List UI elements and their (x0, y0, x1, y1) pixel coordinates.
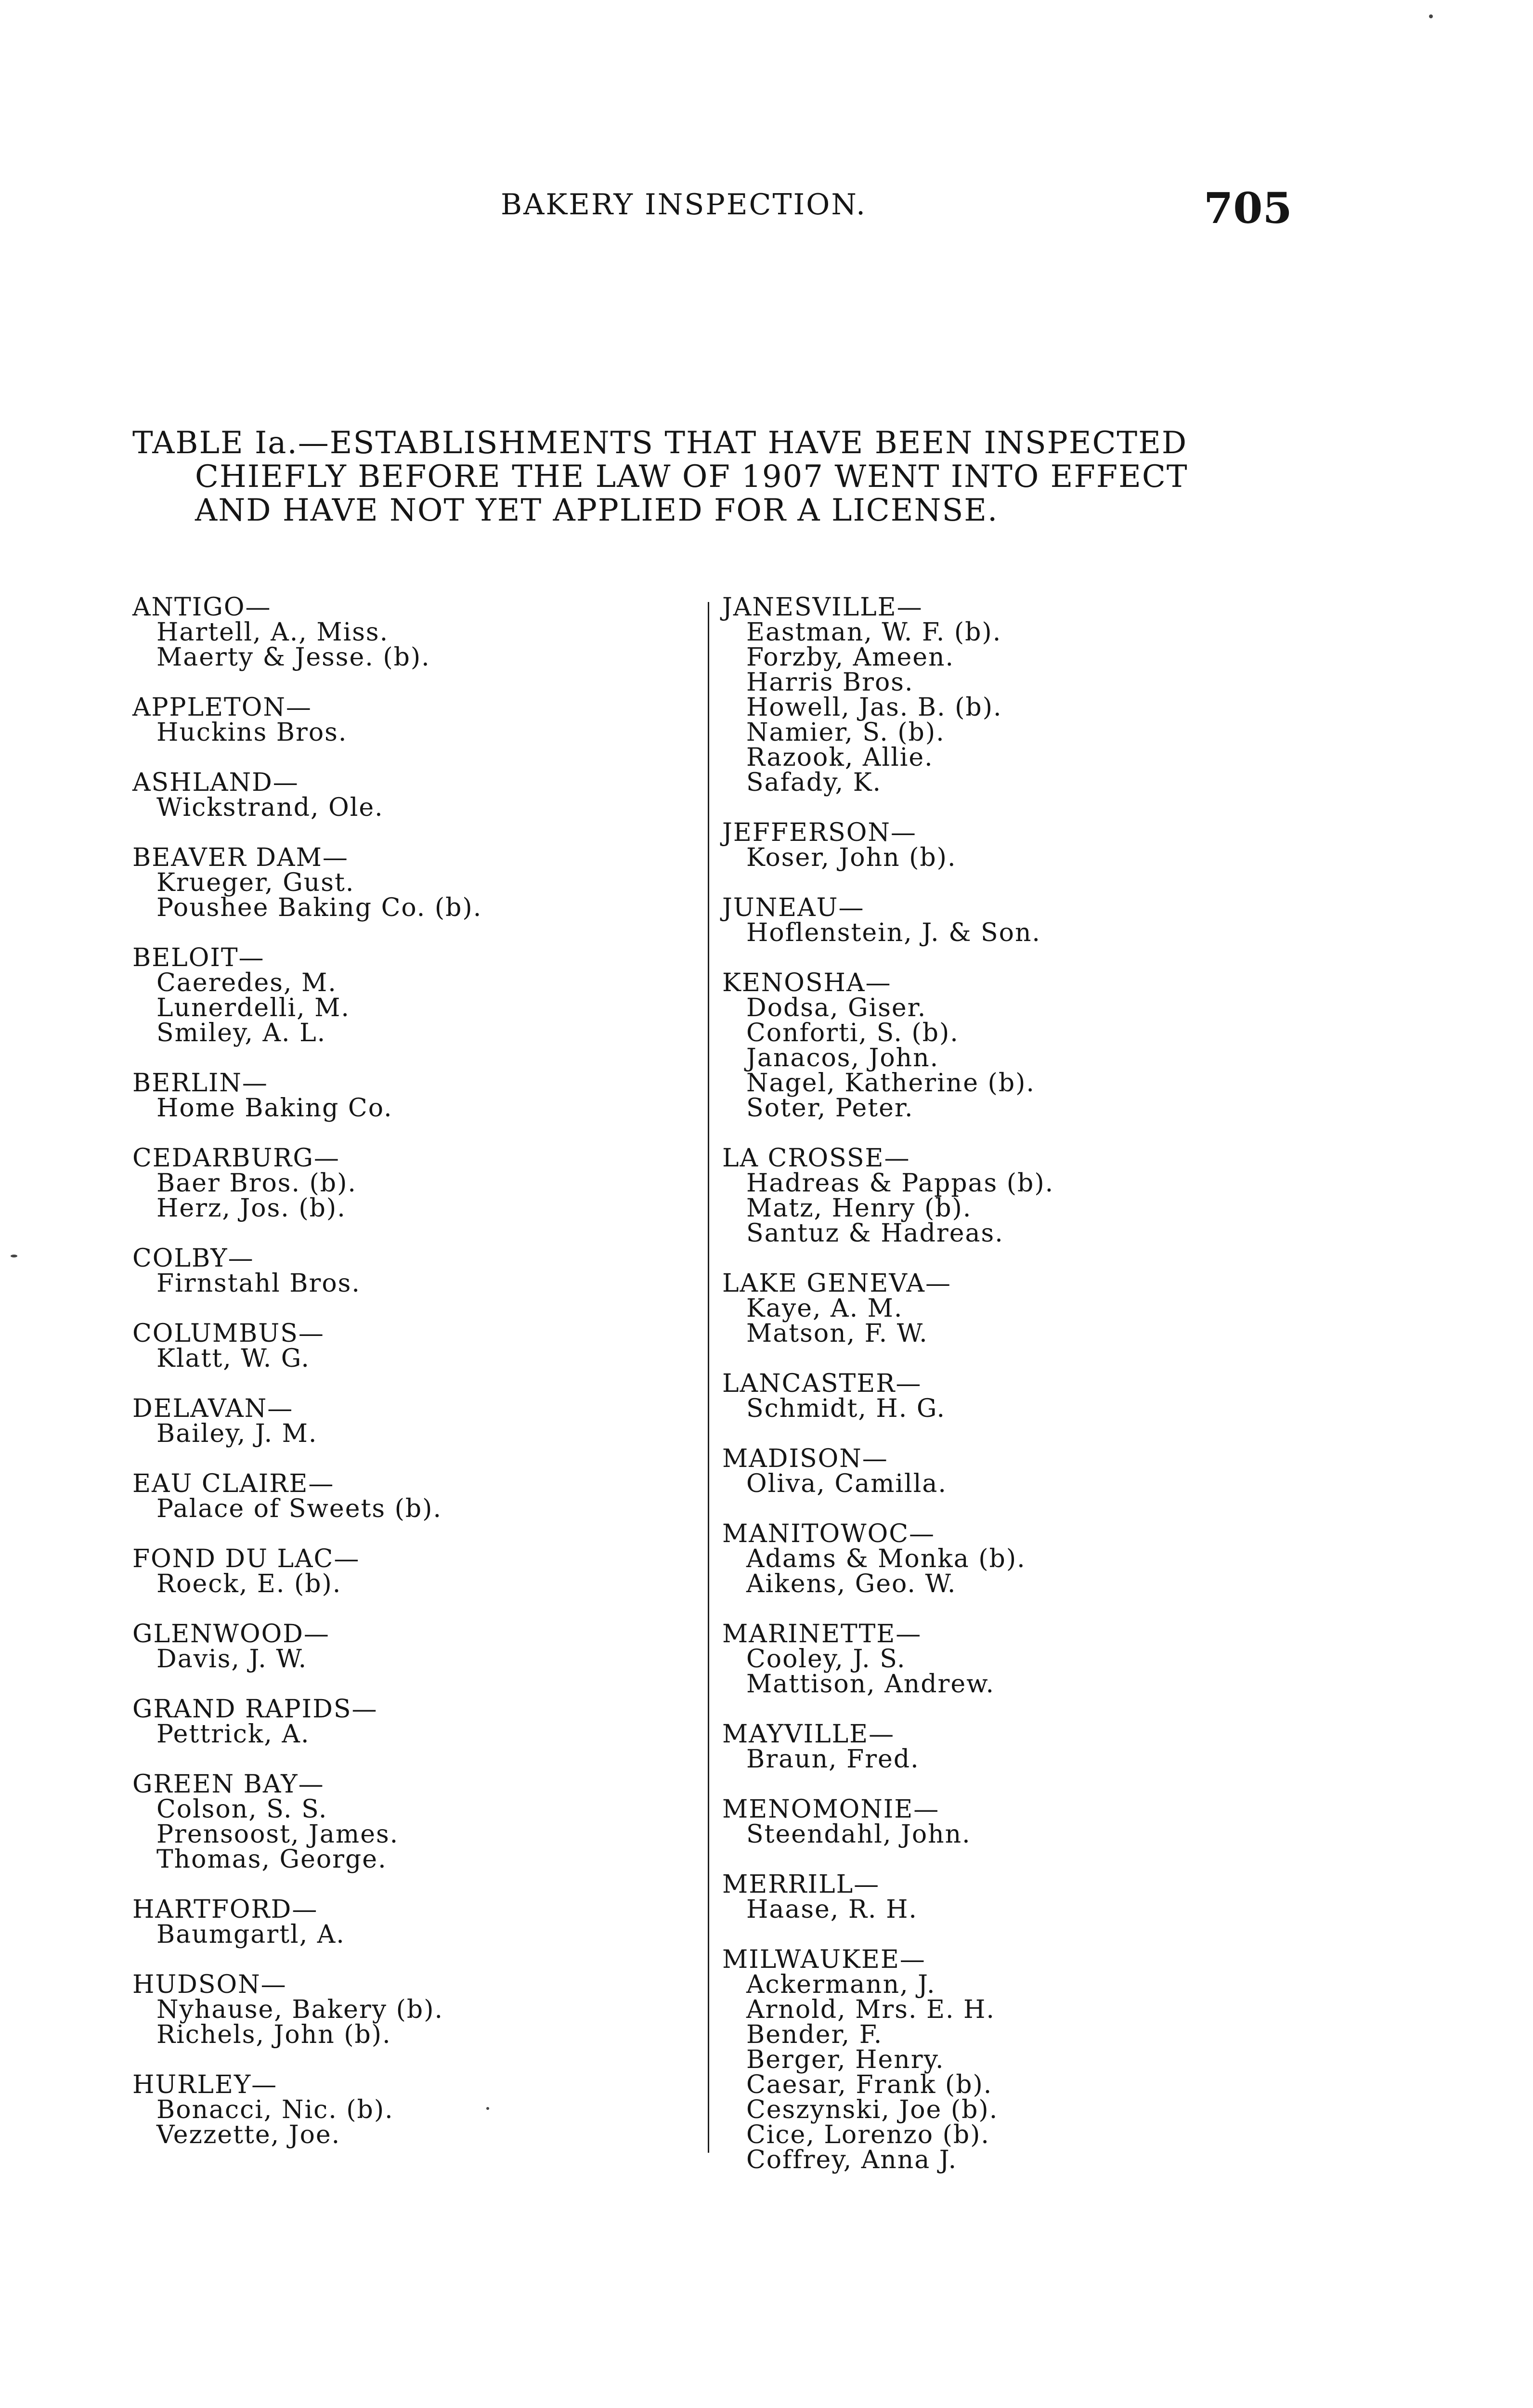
table-title-line: CHIEFLY BEFORE THE LAW OF 1907 WENT INTO EFFECT (195, 459, 1188, 495)
city-entry (132, 1471, 686, 1521)
city-entry (132, 1546, 686, 1597)
city-entry (132, 945, 686, 1046)
establishment-name: Wickstrand, Ole. (156, 793, 384, 822)
establishment-name: Namier, S. (b). (746, 718, 945, 747)
city-entry (132, 770, 686, 820)
city-name: MENOMONIE— (722, 1795, 940, 1824)
city-entry (132, 1071, 686, 1121)
city-entry (722, 1521, 1300, 1597)
establishment-name: Vezzette, Joe. (156, 2120, 341, 2149)
establishment-name: Prensoost, James. (156, 1820, 399, 1849)
establishment-name: Cooley, J. S. (746, 1645, 906, 1674)
city-name: MILWAUKEE— (722, 1945, 926, 1974)
city-name: APPLETON— (132, 693, 312, 722)
establishment-name: Santuz & Hadreas. (746, 1219, 1004, 1248)
establishment-name: Home Baking Co. (156, 1094, 393, 1123)
establishment-name: Hadreas & Pappas (b). (746, 1169, 1054, 1198)
establishment-name: Pettrick, A. (156, 1720, 310, 1749)
establishment-name: Braun, Fred. (746, 1745, 920, 1774)
establishment-name: Aikens, Geo. W. (746, 1570, 957, 1598)
city-name: MANITOWOC— (722, 1519, 935, 1548)
establishment-name: Howell, Jas. B. (b). (746, 693, 1002, 722)
city-entry (132, 1972, 686, 2047)
city-name: BELOIT— (132, 943, 265, 972)
establishment-name: Richels, John (b). (156, 2020, 391, 2049)
establishment-name: Maerty & Jesse. (b). (156, 643, 430, 672)
city-name: BERLIN— (132, 1069, 268, 1098)
city-name: MAYVILLE— (722, 1720, 895, 1749)
city-name: JUNEAU— (722, 893, 865, 922)
city-entry (722, 1271, 1300, 1346)
establishment-name: Caeredes, M. (156, 968, 337, 997)
city-name: ASHLAND— (132, 768, 299, 797)
establishment-name: Ackermann, J. (746, 1970, 936, 1999)
city-name: HARTFORD— (132, 1895, 318, 1924)
city-entry (722, 820, 1300, 870)
city-name: GRAND RAPIDS— (132, 1695, 378, 1724)
establishment-name: Nagel, Katherine (b). (746, 1069, 1035, 1098)
city-name: JANESVILLE— (722, 593, 923, 622)
establishment-name: Forzby, Ameen. (746, 643, 955, 672)
table-title-line: AND HAVE NOT YET APPLIED FOR A LICENSE. (195, 493, 999, 528)
establishment-name: Oliva, Camilla. (746, 1469, 947, 1498)
city-name: FOND DU LAC— (132, 1544, 360, 1573)
establishment-name: Roeck, E. (b). (156, 1570, 342, 1598)
establishment-name: Thomas, George. (156, 1845, 387, 1874)
establishment-name: Coffrey, Anna J. (746, 2146, 958, 2174)
establishment-name: Razook, Allie. (746, 743, 934, 772)
city-entry (722, 1146, 1300, 1246)
city-entry (722, 1371, 1300, 1421)
establishment-name: Schmidt, H. G. (746, 1394, 946, 1423)
city-entry (132, 845, 686, 920)
city-entry (722, 1446, 1300, 1496)
page-number: 705 (1204, 183, 1292, 233)
city-name: LANCASTER— (722, 1369, 922, 1398)
establishment-name: Mattison, Andrew. (746, 1670, 995, 1699)
city-name: CEDARBURG— (132, 1144, 340, 1173)
city-name: COLBY— (132, 1244, 254, 1273)
establishment-name: Herz, Jos. (b). (156, 1194, 346, 1223)
running-head: BAKERY INSPECTION. (501, 188, 867, 222)
table-title (132, 426, 1288, 527)
city-name: MADISON— (722, 1444, 888, 1473)
city-entry (132, 1246, 686, 1296)
city-name: HURLEY— (132, 2070, 278, 2099)
city-entry (132, 1321, 686, 1371)
city-name: JEFFERSON— (722, 818, 917, 847)
city-name: COLUMBUS— (132, 1319, 325, 1348)
establishment-name: Soter, Peter. (746, 1094, 914, 1123)
city-name: DELAVAN— (132, 1394, 294, 1423)
city-entry (132, 595, 686, 670)
establishment-name: Matson, F. W. (746, 1319, 928, 1348)
establishment-name: Smiley, A. L. (156, 1019, 326, 1047)
establishment-name: Matz, Henry (b). (746, 1194, 972, 1223)
city-name: HUDSON— (132, 1970, 287, 1999)
city-name: BEAVER DAM— (132, 843, 349, 872)
establishment-name: Arnold, Mrs. E. H. (746, 1995, 995, 2024)
city-name: GLENWOOD— (132, 1620, 330, 1649)
establishment-name: Harris Bros. (746, 668, 914, 697)
print-speck (486, 2107, 489, 2110)
establishment-name: Eastman, W. F. (b). (746, 618, 1002, 647)
establishment-name: Kaye, A. M. (746, 1294, 903, 1323)
establishment-name: Poushee Baking Co. (b). (156, 893, 482, 922)
city-entry (722, 1622, 1300, 1697)
establishment-name: Firnstahl Bros. (156, 1269, 361, 1298)
city-name: MARINETTE— (722, 1620, 922, 1649)
establishment-name: Janacos, John. (746, 1044, 939, 1073)
city-entry (132, 695, 686, 745)
table-title-line: TABLE Ia.—ESTABLISHMENTS THAT HAVE BEEN INSPECTED (132, 425, 1188, 461)
city-name: EAU CLAIRE— (132, 1469, 335, 1498)
column-divider (708, 602, 709, 2153)
establishment-name: Hoflenstein, J. & Son. (746, 918, 1041, 947)
city-entry (132, 1772, 686, 1872)
establishment-name: Berger, Henry. (746, 2045, 945, 2074)
establishment-name: Haase, R. H. (746, 1895, 918, 1924)
establishment-name: Baer Bros. (b). (156, 1169, 357, 1198)
city-entry (722, 970, 1300, 1121)
city-name: MERRILL— (722, 1870, 880, 1899)
establishment-name: Steendahl, John. (746, 1820, 971, 1849)
establishment-name: Bailey, J. M. (156, 1419, 318, 1448)
establishment-name: Cice, Lorenzo (b). (746, 2120, 990, 2149)
city-entry (722, 1722, 1300, 1772)
city-name: GREEN BAY— (132, 1770, 325, 1799)
city-entry (132, 1146, 686, 1221)
city-name: LAKE GENEVA— (722, 1269, 951, 1298)
city-entry (132, 2072, 686, 2147)
city-entry (722, 595, 1300, 795)
city-entry (722, 1797, 1300, 1847)
city-name: KENOSHA— (722, 968, 892, 997)
establishment-name: Krueger, Gust. (156, 868, 355, 897)
establishment-name: Adams & Monka (b). (746, 1544, 1026, 1573)
establishment-name: Palace of Sweets (b). (156, 1494, 442, 1523)
establishment-name: Ceszynski, Joe (b). (746, 2095, 999, 2124)
establishment-name: Hartell, A., Miss. (156, 618, 389, 647)
city-entry (132, 1697, 686, 1747)
city-entry (722, 1947, 1300, 2172)
print-speck (11, 1255, 17, 1257)
establishment-name: Bender, F. (746, 2020, 883, 2049)
city-name: ANTIGO— (132, 593, 272, 622)
establishment-name: Safady, K. (746, 768, 882, 797)
establishment-name: Koser, John (b). (746, 843, 957, 872)
city-entry (722, 1872, 1300, 1922)
establishment-name: Colson, S. S. (156, 1795, 328, 1824)
page-header (0, 183, 1533, 241)
establishment-name: Conforti, S. (b). (746, 1019, 959, 1047)
establishment-name: Dodsa, Giser. (746, 994, 927, 1022)
print-speck (1429, 14, 1433, 18)
establishment-name: Baumgartl, A. (156, 1920, 345, 1949)
establishment-name: Klatt, W. G. (156, 1344, 310, 1373)
city-entry (132, 1396, 686, 1446)
city-entry (722, 895, 1300, 945)
establishment-name: Caesar, Frank (b). (746, 2070, 993, 2099)
city-entry (132, 1897, 686, 1947)
establishment-name: Davis, J. W. (156, 1645, 308, 1674)
establishment-name: Lunerdelli, M. (156, 994, 350, 1022)
establishment-name: Nyhause, Bakery (b). (156, 1995, 444, 2024)
establishment-name: Bonacci, Nic. (b). (156, 2095, 394, 2124)
city-entry (132, 1622, 686, 1672)
city-name: LA CROSSE— (722, 1144, 910, 1173)
left-column (132, 595, 686, 2172)
establishment-name: Huckins Bros. (156, 718, 348, 747)
right-column (722, 595, 1300, 2198)
